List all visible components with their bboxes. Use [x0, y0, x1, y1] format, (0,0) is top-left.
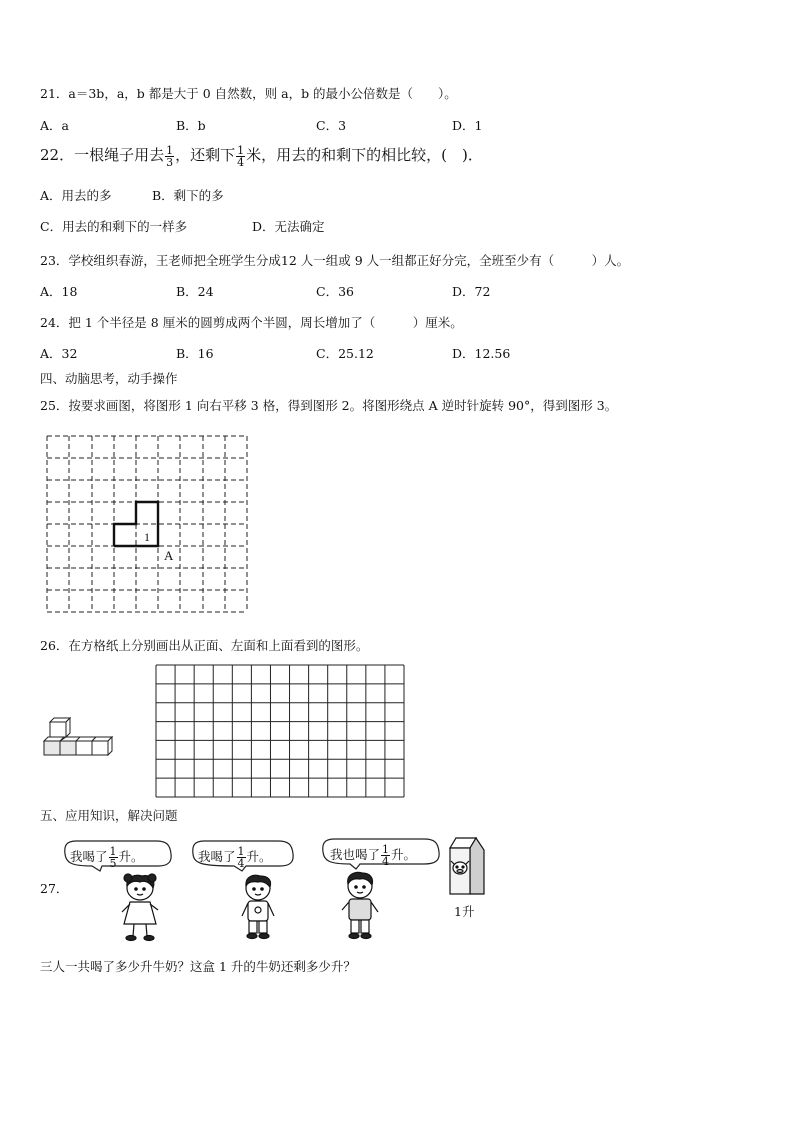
q22-suffix: 米，用去的和剩下的相比较，( )．	[246, 146, 483, 164]
q27-bubble-1-fraction: $\frac{1}{5}$	[109, 845, 117, 870]
q22-option-b: B．剩下的多	[152, 188, 224, 203]
q22-prefix: 22．一根绳子用去	[40, 146, 165, 164]
q21-option-d: D．1	[452, 118, 483, 133]
q22-text	[40, 144, 483, 168]
q21-text: 21．a＝3b，a，b 都是大于 0 自然数，则 a，b 的最小公倍数是（ ）。	[40, 86, 457, 101]
q23-option-d: D．72	[452, 284, 491, 299]
q22-option-a: A．用去的多	[40, 188, 112, 203]
q27-girl-drawing	[116, 872, 168, 942]
q21-option-b: B．b	[176, 118, 206, 133]
q23-option-a: A．18	[40, 284, 78, 299]
q24-text: 24．把 1 个半径是 8 厘米的圆剪成两个半圆，周长增加了（ ）厘米。	[40, 315, 463, 330]
q26-cube-stack-figure	[40, 714, 120, 756]
section-5-heading: 五、应用知识，解决问题	[40, 808, 178, 823]
q27-bubble-2-fraction: $\frac{1}{4}$	[237, 845, 245, 870]
q26-text: 26．在方格纸上分别画出从正面、左面和上面看到的图形。	[40, 638, 369, 653]
q21-option-c: C．3	[316, 118, 347, 133]
q27-milk-carton-drawing	[442, 836, 492, 898]
q23-text: 23．学校组织春游，王老师把全班学生分成12 人一组或 9 人一组都正好分完，全班至少有（ ）人。	[40, 253, 630, 268]
q26-square-grid	[154, 663, 406, 799]
q25-grid-figure	[40, 430, 254, 616]
q22-fraction-left: $\frac{1}{4}$	[237, 143, 245, 169]
q27-boy-drawing	[236, 872, 280, 942]
q24-option-d: D．12.56	[452, 346, 511, 361]
q27-boy-2-drawing	[336, 870, 384, 942]
q23-option-b: B．24	[176, 284, 214, 299]
q23-option-c: C．36	[316, 284, 354, 299]
q27-bubble-3-fraction: $\frac{1}{4}$	[382, 843, 390, 868]
q24-option-a: A．32	[40, 346, 78, 361]
q24-option-c: C．25.12	[316, 346, 374, 361]
q24-option-b: B．16	[176, 346, 214, 361]
q25-text: 25．按要求画图，将图形 1 向右平移 3 格，得到图形 2。将图形绕点 A 逆时针旋转 90°，得到图形 3。	[40, 398, 618, 413]
q27-number: 27．	[40, 881, 69, 896]
q27-carton-label: 1升	[454, 904, 475, 919]
q21-option-a: A．a	[40, 118, 69, 133]
q25-point-a-label: A	[164, 548, 174, 563]
q22-option-c: C．用去的和剩下的一样多	[40, 219, 188, 234]
q25-dashed-grid	[47, 436, 247, 612]
q22-middle: ，还剩下	[175, 146, 236, 164]
q27-question: 三人一共喝了多少升牛奶？这盒 1 升的牛奶还剩多少升？	[40, 959, 356, 974]
q22-option-d: D．无法确定	[252, 219, 325, 234]
q27-bubble-3-text: 我也喝了 $\frac{1}{4}$ 升。	[330, 843, 417, 868]
q27-bubble-1-text: 我喝了 $\frac{1}{5}$ 升。	[70, 845, 144, 870]
q27-bubble-2-text: 我喝了 $\frac{1}{4}$ 升。	[198, 845, 272, 870]
q25-shape-label: 1	[144, 530, 150, 544]
section-4-heading: 四、动脑思考，动手操作	[40, 371, 178, 386]
q22-fraction-used: $\frac{1}{3}$	[166, 143, 174, 169]
